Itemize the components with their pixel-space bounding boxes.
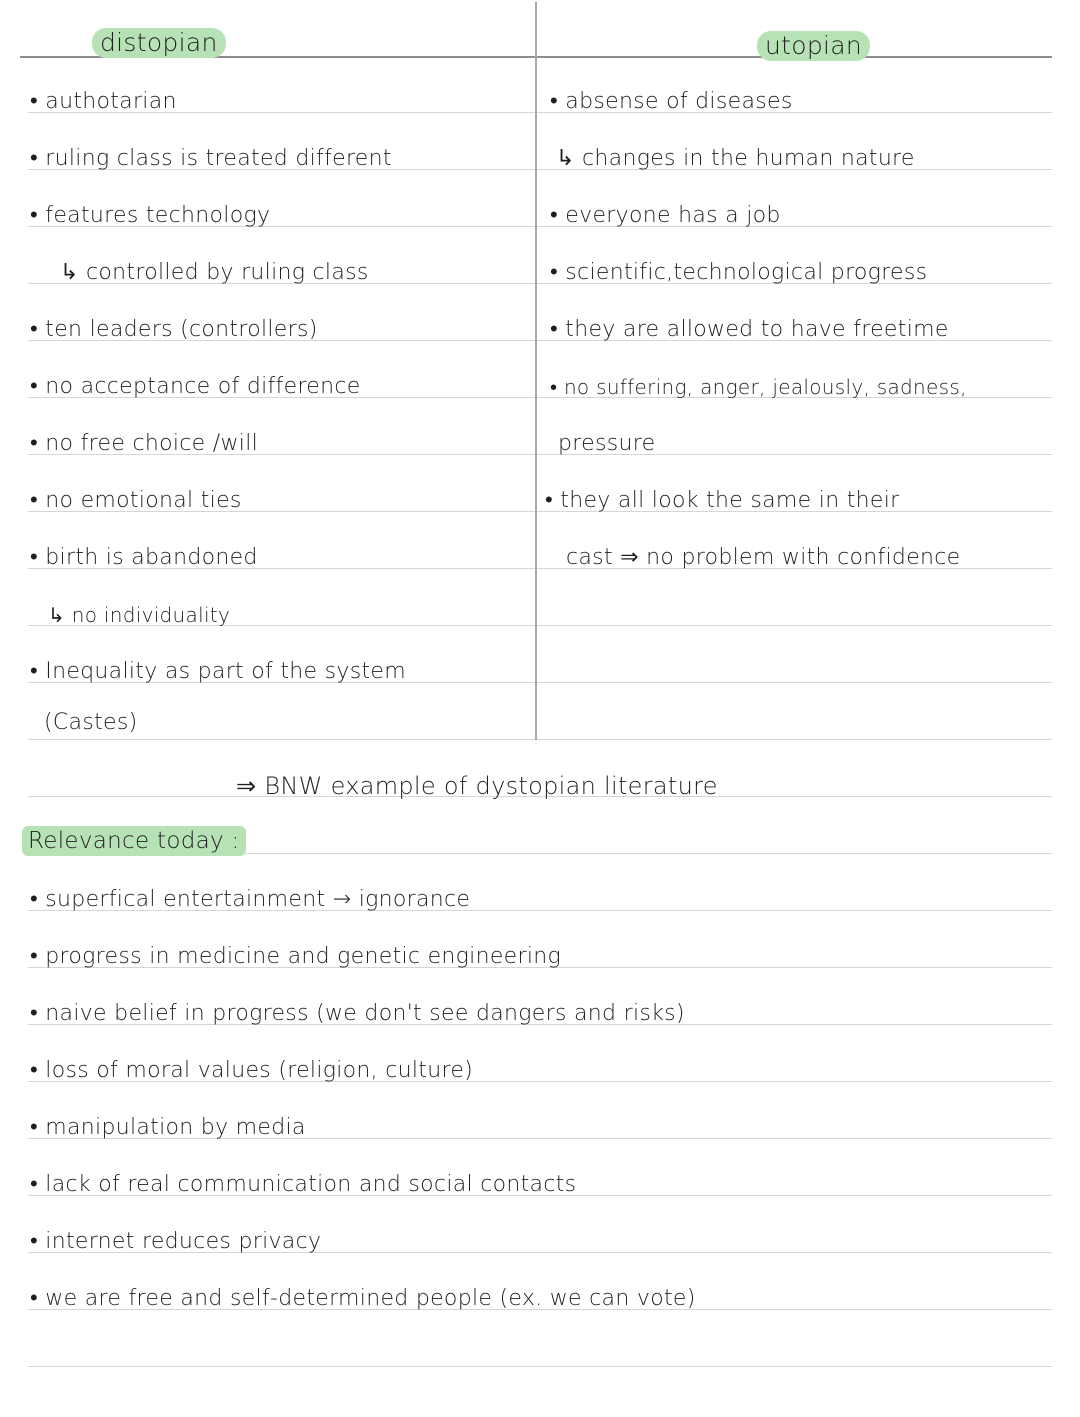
column-divider xyxy=(535,2,537,740)
dystopian-item: • no emotional ties xyxy=(30,488,242,513)
dystopian-item: • no free choice /will xyxy=(30,431,259,456)
utopian-item: pressure xyxy=(558,431,656,456)
utopian-item: • they all look the same in their xyxy=(545,488,900,513)
relevance-item: • superfical entertainment → ignorance xyxy=(30,887,471,912)
dystopian-item: (Castes) xyxy=(44,710,138,735)
ruled-line xyxy=(28,112,1052,113)
relevance-item: • progress in medicine and genetic engineering xyxy=(30,944,562,969)
relevance-item: • loss of moral values (religion, culture) xyxy=(30,1058,474,1083)
utopian-item: • they are allowed to have freetime xyxy=(550,317,949,342)
dystopian-item: • birth is abandoned xyxy=(30,545,258,570)
dystopian-item: • ruling class is treated different xyxy=(30,146,392,171)
utopian-item: • no suffering, anger, jealously, sadness, xyxy=(550,375,967,399)
dystopian-item: • authotarian xyxy=(30,89,177,114)
dystopian-item: • ten leaders (controllers) xyxy=(30,317,318,342)
dystopian-item: • features technology xyxy=(30,203,271,228)
utopian-title: utopian xyxy=(757,31,870,61)
relevance-item: • we are free and self-determined people (ex. we can vote) xyxy=(30,1286,696,1311)
ruled-line xyxy=(28,1366,1052,1367)
utopian-item: • everyone has a job xyxy=(550,203,781,228)
dystopian-item: ↳ controlled by ruling class xyxy=(60,260,369,285)
dystopian-item: • Inequality as part of the system xyxy=(30,659,406,684)
relevance-item: • naive belief in progress (we don't see dangers and risks) xyxy=(30,1001,685,1026)
utopian-item: cast ⇒ no problem with confidence xyxy=(566,545,961,570)
relevance-title: Relevance today : xyxy=(22,826,246,856)
relevance-item: • manipulation by media xyxy=(30,1115,306,1140)
dystopian-item: • no acceptance of difference xyxy=(30,374,361,399)
utopian-item: • scientific,technological progress xyxy=(550,260,928,285)
dystopian-title: distopian xyxy=(92,28,226,58)
conclusion-line: ⇒ BNW example of dystopian literature xyxy=(236,772,718,800)
relevance-item: • lack of real communication and social contacts xyxy=(30,1172,577,1197)
relevance-item: • internet reduces privacy xyxy=(30,1229,322,1254)
utopian-item: ↳ changes in the human nature xyxy=(556,146,915,171)
ruled-line xyxy=(28,739,1052,740)
utopian-item: • absense of diseases xyxy=(550,89,793,114)
dystopian-item: ↳ no individuality xyxy=(48,603,231,627)
